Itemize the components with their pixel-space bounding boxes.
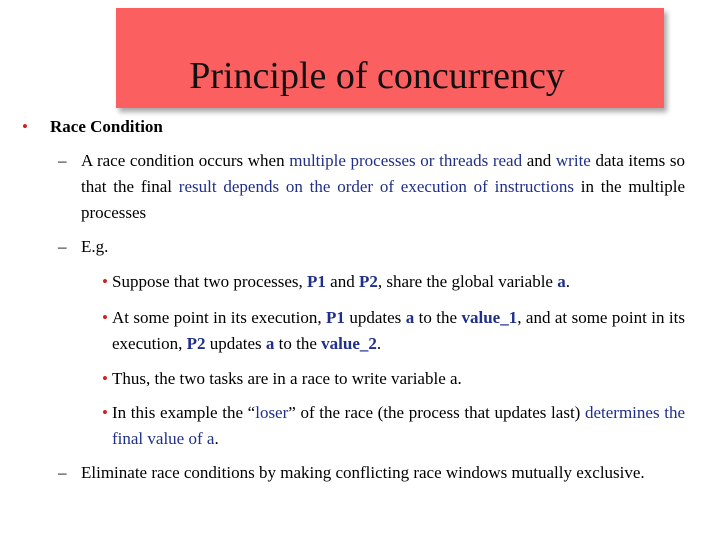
text-run: updates xyxy=(205,334,266,353)
eg-item xyxy=(58,234,685,260)
slide-title: Principle of concurrency xyxy=(189,55,565,97)
highlight-text: value_1 xyxy=(461,308,518,327)
definition-text xyxy=(81,148,685,226)
point-item-3 xyxy=(102,366,685,392)
text-run: to the xyxy=(274,334,322,353)
point-item-1 xyxy=(102,269,685,295)
text-run: updates xyxy=(344,308,406,327)
text-run: . xyxy=(214,429,219,448)
point-item-2 xyxy=(102,305,685,357)
text-run: and xyxy=(522,151,556,170)
point-text xyxy=(112,400,685,452)
bullet-icon: • xyxy=(102,403,108,422)
highlight-text: P2 xyxy=(358,272,378,291)
text-run: A race condition occurs when xyxy=(81,151,290,170)
text-run: in the multiple processes xyxy=(81,177,685,222)
bullet-icon: • xyxy=(102,272,108,291)
point-text xyxy=(112,269,685,295)
highlight-text: result depends on the order of execution of instructions xyxy=(178,177,574,196)
dash-icon: – xyxy=(58,237,67,256)
point-text xyxy=(112,305,685,357)
highlight-text: loser xyxy=(255,403,289,422)
dash-icon: – xyxy=(58,463,67,482)
highlight-text: P2 xyxy=(186,334,206,353)
eg-label: E.g. xyxy=(81,237,109,256)
text-run: ” of the race (the process that updates last) xyxy=(288,403,585,422)
point-text: Thus, the two tasks are in a race to write variable a. xyxy=(112,369,462,388)
highlight-text: a xyxy=(405,308,415,327)
bullet-icon: • xyxy=(22,117,28,136)
heading-item xyxy=(22,116,163,138)
conclusion-text: Eliminate race conditions by making conflicting race windows mutually exclusive. xyxy=(81,463,645,482)
bullet-icon: • xyxy=(102,308,108,327)
text-run: and xyxy=(325,272,359,291)
text-run: Suppose that two processes, xyxy=(112,272,308,291)
text-run: In this example the “ xyxy=(112,403,256,422)
text-run: data items so that the final xyxy=(81,151,686,196)
text-run: . xyxy=(376,334,382,353)
dash-icon: – xyxy=(58,151,67,170)
text-run: , and at some point in its execution, xyxy=(112,308,685,353)
text-run: . xyxy=(565,272,570,291)
highlight-text: a xyxy=(557,272,566,291)
highlight-text: value_2 xyxy=(321,334,377,353)
text-run: , share the global variable xyxy=(377,272,558,291)
definition-item xyxy=(58,148,685,226)
highlight-text: determines the final value of a xyxy=(112,403,685,448)
point-item-4 xyxy=(102,400,685,452)
highlight-text: P1 xyxy=(326,308,345,327)
heading-label: Race Condition xyxy=(50,117,163,136)
highlight-text: write xyxy=(555,151,591,170)
bullet-icon: • xyxy=(102,369,108,388)
highlight-text: P1 xyxy=(307,272,326,291)
highlight-text: multiple processes or threads read xyxy=(289,151,523,170)
conclusion-item xyxy=(58,460,685,486)
highlight-text: a xyxy=(265,334,275,353)
text-run: At some point in its execution, xyxy=(112,308,327,327)
text-run: to the xyxy=(414,308,462,327)
title-box xyxy=(116,8,664,108)
